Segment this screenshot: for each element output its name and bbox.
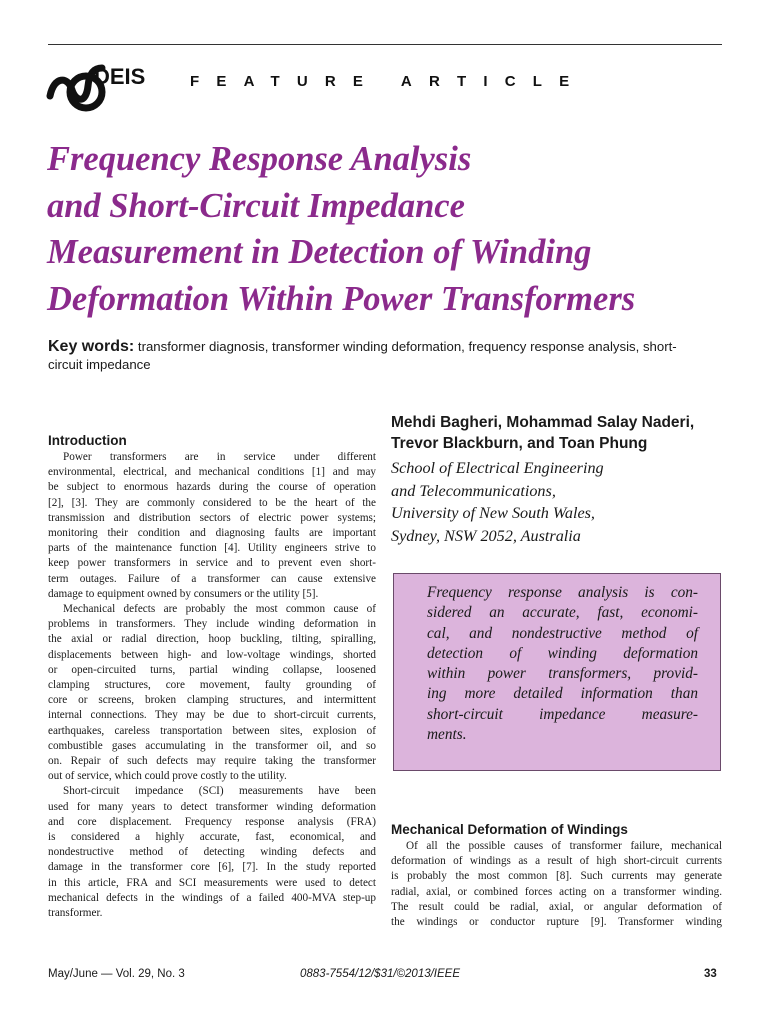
body-text-line: transmission and distribution sectors of electric power systems; bbox=[48, 511, 376, 524]
body-text-line: or open-circuited turns, partial winding collapse, loosened bbox=[48, 663, 376, 676]
footer-code: 0883-7554/12/$31/©2013/IEEE bbox=[300, 968, 461, 980]
mechanical-deformation-section bbox=[391, 821, 722, 930]
affiliation bbox=[391, 457, 731, 547]
keywords bbox=[48, 338, 708, 374]
body-text-line: The result could be radial, axial, or angular deformation of bbox=[391, 900, 722, 913]
body-text-line: problems in transformers. They include winding deformation in bbox=[48, 618, 376, 631]
body-text-line: deformation of windings as a result of high short-circuit currents bbox=[391, 855, 722, 868]
body-text-line: [2], [3]. They are commonly considered to be the heart of the bbox=[48, 496, 376, 509]
body-text-line: nondestructive method of detecting winding defects and bbox=[48, 846, 376, 859]
body-text-line: Of all the possible causes of transformer failure, mechanical bbox=[406, 840, 722, 852]
section-heading-introduction: Introduction bbox=[48, 433, 127, 448]
body-text-line: core or screens, broken clamping structures, and intermittent bbox=[48, 694, 376, 707]
pull-quote-line: Frequency response analysis is con- bbox=[427, 584, 698, 601]
body-text-line: environmental, electrical, and mechanical conditions [1] and may bbox=[48, 466, 376, 479]
body-text-line: radial, axial, or combined forces acting on a transformer winding. bbox=[391, 885, 722, 898]
logo-text: DEIS bbox=[94, 64, 146, 89]
deis-logo-icon bbox=[46, 56, 146, 112]
pull-quote-line: within power transformers, provid- bbox=[427, 665, 698, 683]
body-text-line: parts of the maintenance function [4]. Utility engineers strive to bbox=[48, 542, 376, 555]
body-text-line: keep power transformers in service and to prevent even short- bbox=[48, 557, 376, 570]
affiliation-line: Sydney, NSW 2052, Australia bbox=[391, 526, 581, 545]
body-text-line: on. Repair of such defects may require taking the transformer bbox=[48, 755, 376, 768]
title-line: Measurement in Detection of Winding bbox=[47, 233, 592, 271]
body-text-line: the windings or conductor rupture [9]. Transformer winding bbox=[391, 916, 722, 929]
mechanical-body bbox=[391, 839, 722, 930]
body-text-line: clamping structures, core movement, faulty grounding of bbox=[48, 679, 376, 692]
title-line: Deformation Within Power Transformers bbox=[47, 279, 636, 318]
section-label: FEATURE ARTICLE bbox=[190, 73, 587, 90]
introduction-body bbox=[48, 450, 376, 921]
author-line: Trevor Blackburn, and Toan Phung bbox=[391, 435, 648, 452]
body-text-line: Mechanical defects are probably the most common cause of bbox=[63, 603, 376, 616]
body-text-line: and core displacement. Frequency response analysis (FRA) bbox=[48, 815, 376, 828]
body-text-line: is considered a highly accurate, fast, economical, and bbox=[48, 831, 376, 844]
affiliation-line: School of Electrical Engineering bbox=[391, 459, 604, 477]
body-text-line: Short-circuit impedance (SCI) measurements have been bbox=[63, 785, 376, 798]
body-text-line: displacements between high- and low-voltage windings, shorted bbox=[48, 648, 376, 661]
body-text-line: the axial or radial direction, hoop buckling, tilting, spiralling, bbox=[48, 633, 376, 646]
pull-quote-line: ments. bbox=[427, 726, 467, 744]
keywords-text: transformer diagnosis, transformer winding deformation, frequency response analysis, short-circuit impedance bbox=[48, 339, 677, 372]
body-text-line: earthquakes, careless transportation between sites, explosion of bbox=[48, 724, 376, 737]
keywords-label: Key words: bbox=[48, 338, 135, 355]
title-line: and Short-Circuit Impedance bbox=[47, 186, 465, 225]
body-text-line: used for many years to detect transformer winding deformation bbox=[48, 800, 376, 813]
body-text-line: transformer. bbox=[48, 907, 103, 920]
author-line: Mehdi Bagheri, Mohammad Salay Naderi, bbox=[391, 414, 695, 431]
page-number: 33 bbox=[704, 968, 717, 980]
pull-quote-box bbox=[393, 573, 721, 771]
body-text-line: internal connections. They may be due to short-circuit currents, bbox=[48, 709, 376, 722]
introduction-section bbox=[48, 432, 376, 921]
body-text-line: damage in the transformer core [6], [7]. In the study reported bbox=[48, 861, 376, 874]
section-heading-mechanical: Mechanical Deformation of Windings bbox=[391, 822, 628, 837]
pull-quote-line: short-circuit impedance measure- bbox=[427, 705, 698, 723]
body-text-line: mechanical defects in the windings of a failed 400-MVA step-up bbox=[48, 891, 376, 904]
affiliation-line: University of New South Wales, bbox=[391, 504, 595, 522]
affiliation-line: and Telecommunications, bbox=[391, 481, 556, 500]
body-text-line: in this article, FRA and SCI measurements were used to detect bbox=[48, 876, 376, 889]
article-title bbox=[47, 136, 737, 322]
body-text-line: term outages. Failure of a transformer can cause extensive bbox=[48, 572, 376, 585]
pull-quote-line: ing more detailed information than bbox=[427, 685, 698, 703]
top-rule bbox=[48, 44, 722, 45]
pull-quote-line: sidered an accurate, fast, economi- bbox=[427, 604, 698, 622]
pull-quote-line: detection of winding deformation bbox=[427, 644, 698, 662]
body-text-line: monitoring their condition and diagnosing faults are important bbox=[48, 527, 376, 540]
footer-issue: May/June — Vol. 29, No. 3 bbox=[48, 968, 185, 980]
pull-quote-line: cal, and nondestructive method of bbox=[427, 624, 698, 642]
body-text-line: combustible gases accumulating in the transformer oil, and so bbox=[48, 739, 376, 752]
body-text-line: is probably the most common [8]. Such currents may generate bbox=[391, 870, 722, 883]
body-text-line: damage to equipment owned by consumers or the utility [5]. bbox=[48, 587, 319, 600]
body-text-line: be subject to enormous hazards during the course of operation bbox=[48, 481, 376, 494]
author-list bbox=[391, 412, 731, 454]
body-text-line: out of service, which could prove costly to the utility. bbox=[48, 770, 287, 783]
body-text-line: Power transformers are in service under different bbox=[63, 451, 376, 463]
title-line: Frequency Response Analysis bbox=[47, 140, 472, 178]
